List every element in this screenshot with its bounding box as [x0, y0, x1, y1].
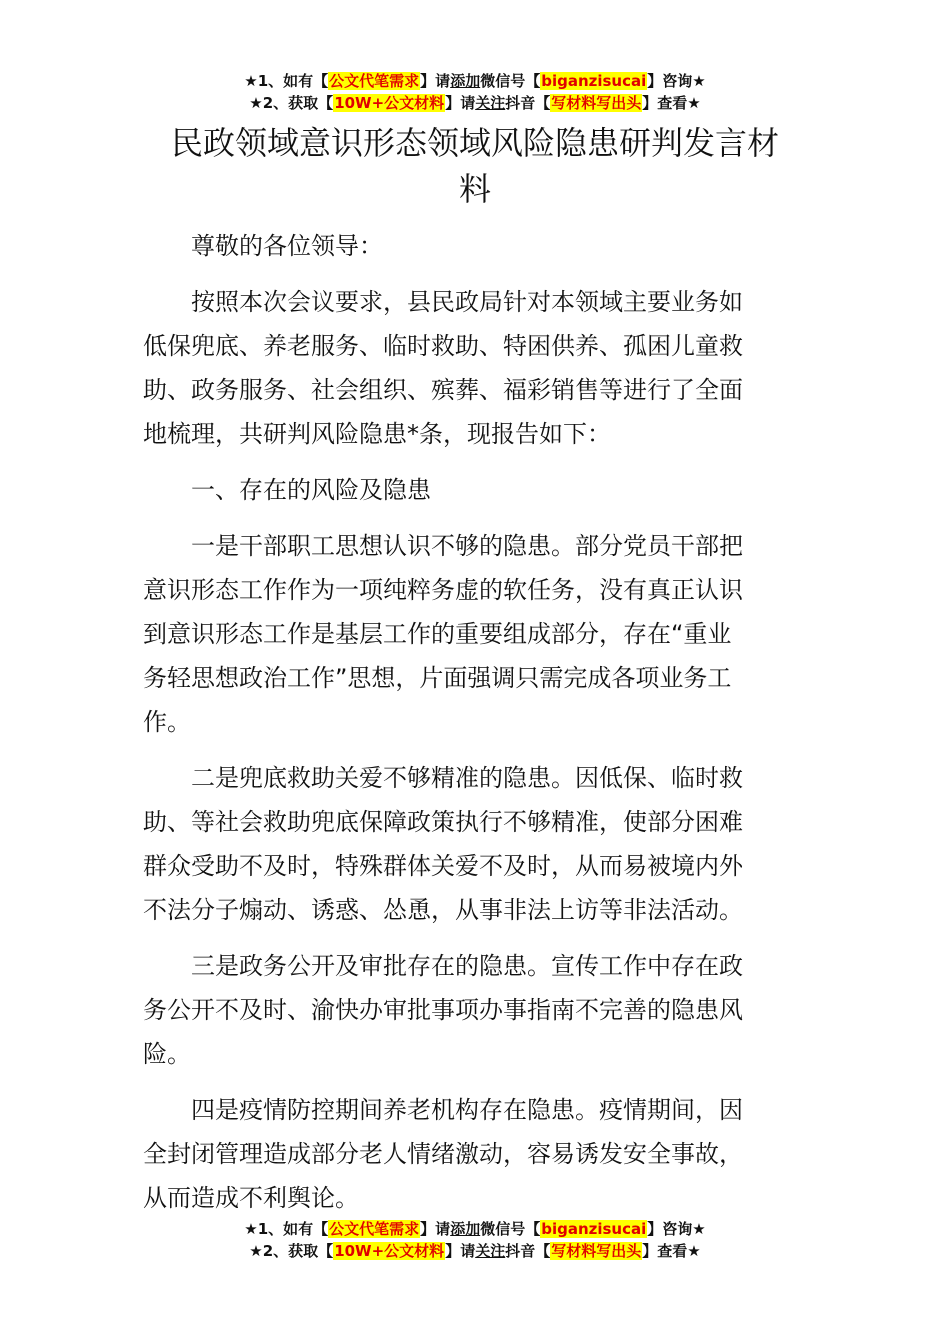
- text-line: 作。: [143, 708, 191, 736]
- text-line: 四是疫情防控期间养老机构存在隐患。疫情期间，因: [191, 1096, 743, 1124]
- text-line: 群众受助不及时，特殊群体关爱不及时，从而易被境内外: [143, 852, 743, 880]
- text-line: 意识形态工作作为一项纯粹务虚的软任务，没有真正认识: [143, 576, 743, 604]
- promo-highlight: 10W+公文材料: [334, 94, 445, 112]
- risk-item-1: [143, 524, 813, 744]
- intro-paragraph: [143, 280, 813, 456]
- promo-text: 微信号【: [480, 72, 541, 90]
- promo-text: ★2、获取【: [249, 1242, 334, 1260]
- promo-text: 】咨询★: [647, 1220, 706, 1238]
- text-line: 助、政务服务、社会组织、殡葬、福彩销售等进行了全面: [143, 376, 743, 404]
- promo-underlined: 关注: [475, 1242, 506, 1260]
- promo-text: ★1、如有【: [244, 1220, 329, 1238]
- promo-highlight: biganzisucai: [541, 72, 647, 90]
- promo-text: 】请: [445, 1242, 476, 1260]
- risk-item-2: [143, 756, 813, 932]
- text-line: 一、存在的风险及隐患: [191, 476, 431, 504]
- salutation: [143, 224, 813, 268]
- text-line: 从而造成不利舆论。: [143, 1184, 359, 1212]
- promo-text: 抖音【: [505, 94, 551, 112]
- text-line: 不法分子煽动、诱惑、怂恿，从事非法上访等非法活动。: [143, 896, 743, 924]
- text-line: 险。: [143, 1040, 191, 1068]
- promo-text: 】请: [420, 1220, 451, 1238]
- text-line: 全封闭管理造成部分老人情绪激动，容易诱发安全事故，: [143, 1140, 743, 1168]
- promo-highlight: biganzisucai: [541, 1220, 647, 1238]
- promo-text: 】请: [445, 94, 476, 112]
- promo-highlight: 公文代笔需求: [329, 72, 420, 90]
- promo-line-1: [0, 70, 950, 92]
- risk-item-4: [143, 1088, 813, 1220]
- promo-text: 抖音【: [505, 1242, 551, 1260]
- promo-line-1: [0, 1218, 950, 1240]
- promo-text: 】请: [420, 72, 451, 90]
- text-line: 地梳理，共研判风险隐患*条，现报告如下：: [143, 420, 611, 448]
- text-line: 三是政务公开及审批存在的隐患。宣传工作中存在政: [191, 952, 743, 980]
- promo-text: 微信号【: [480, 1220, 541, 1238]
- document-title: [140, 120, 810, 212]
- text-line: 低保兜底、养老服务、临时救助、特困供养、孤困儿童救: [143, 332, 743, 360]
- text-line: 助、等社会救助兜底保障政策执行不够精准，使部分困难: [143, 808, 743, 836]
- promo-text: ★2、获取【: [249, 94, 334, 112]
- text-line: 到意识形态工作是基层工作的重要组成部分，存在“重业: [143, 620, 732, 648]
- section-heading: [143, 468, 813, 512]
- promo-highlight: 10W+公文材料: [334, 1242, 445, 1260]
- text-line: 尊敬的各位领导：: [191, 232, 383, 260]
- promo-line-2: [0, 92, 950, 114]
- document-body: [143, 224, 813, 1220]
- text-line: 一是干部职工思想认识不够的隐患。部分党员干部把: [191, 532, 743, 560]
- promo-notice-bottom: [0, 1218, 950, 1262]
- promo-text: 】咨询★: [647, 72, 706, 90]
- promo-line-2: [0, 1240, 950, 1262]
- text-line: 务公开不及时、渝快办审批事项办事指南不完善的隐患风: [143, 996, 743, 1024]
- promo-highlight: 公文代笔需求: [329, 1220, 420, 1238]
- title-line: 料: [458, 170, 491, 208]
- promo-highlight: 写材料写出头: [551, 1242, 642, 1260]
- promo-text: 】查看★: [642, 94, 701, 112]
- text-line: 务轻思想政治工作”思想，片面强调只需完成各项业务工: [143, 664, 732, 692]
- promo-underlined: 关注: [475, 94, 506, 112]
- text-line: 按照本次会议要求，县民政局针对本领域主要业务如: [191, 288, 743, 316]
- promo-notice-top: [0, 70, 950, 114]
- promo-highlight: 写材料写出头: [551, 94, 642, 112]
- text-line: 二是兜底救助关爱不够精准的隐患。因低保、临时救: [191, 764, 743, 792]
- risk-item-3: [143, 944, 813, 1076]
- promo-underlined: 添加: [450, 72, 481, 90]
- promo-text: ★1、如有【: [244, 72, 329, 90]
- title-line: 民政领域意识形态领域风险隐患研判发言材: [170, 124, 779, 162]
- promo-underlined: 添加: [450, 1220, 481, 1238]
- promo-text: 】查看★: [642, 1242, 701, 1260]
